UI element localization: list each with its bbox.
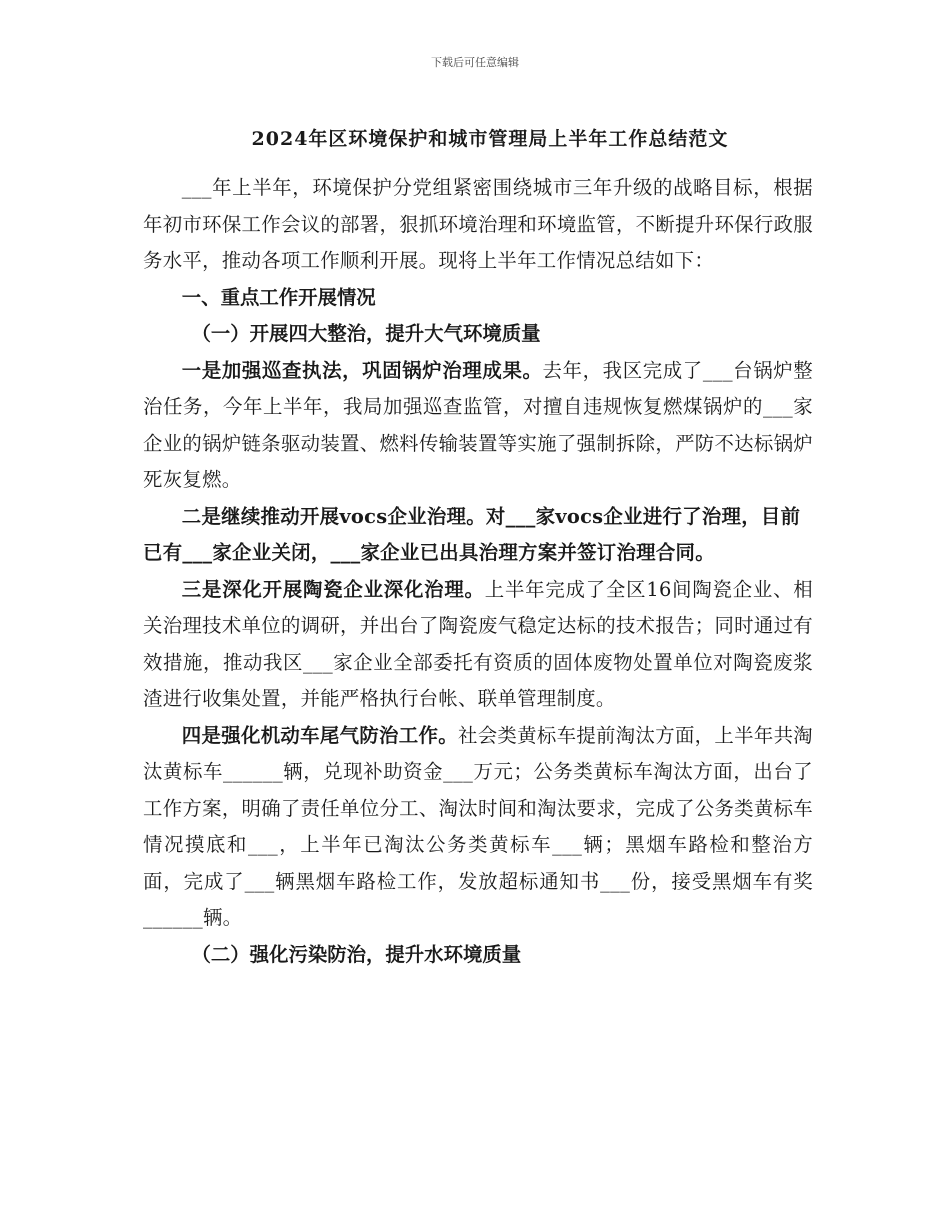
download-note: 下载后可任意编辑	[431, 56, 519, 69]
item-paragraph-1	[143, 353, 813, 499]
item-text-1: 去年，我区完成了___台锅炉整治任务，今年上半年，我局加强巡查监管，对擅自违规恢复燃煤锅炉的___家企业的锅炉链条驱动装置、燃料传输装置等实施了强制拆除，严防不达标锅炉死灰复燃。	[143, 358, 813, 491]
item-paragraph-3	[143, 572, 813, 718]
item-paragraph-2	[143, 499, 813, 572]
item-lead-3: 三是深化开展陶瓷企业深化治理。	[181, 577, 485, 601]
subsection-heading-1: （一）开展四大整治，提升大气环境质量	[191, 322, 541, 345]
item-lead-1: 一是加强巡查执法，巩固锅炉治理成果。	[181, 358, 543, 382]
item-text-4: 社会类黄标车提前淘汰方面，上半年共淘汰黄标车______辆，兑现补助资金___万元；公务类黄标车淘汰方面，出台了工作方案，明确了责任单位分工、淘汰时间和淘汰要求，完成了公务类黄标车情况摸底和___，上半年已淘汰公务类黄标车___辆；黑烟车路检和整治方面，完成了___辆黑烟车路检工作，发放超标通知书___份，接受黑烟车有奖______辆。	[143, 723, 813, 929]
item-lead-4: 四是强化机动车尾气防治工作。	[181, 723, 458, 747]
document-title: 2024年区环境保护和城市管理局上半年工作总结范文	[251, 128, 729, 150]
item-paragraph-4	[143, 718, 813, 937]
section-heading-1: 一、重点工作开展情况	[181, 285, 376, 309]
document-body	[143, 170, 813, 973]
item-text-3: 上半年完成了全区16间陶瓷企业、相关治理技术单位的调研，并出台了陶瓷废气稳定达标的技术报告；同时通过有效措施，推动我区___家企业全部委托有资质的固体废物处置单位对陶瓷废浆渣进行收集处置，并能严格执行台帐、联单管理制度。	[143, 577, 813, 710]
intro-paragraph: ___年上半年，环境保护分党组紧密围绕城市三年升级的战略目标，根据年初市环保工作会议的部署，狠抓环境治理和环境监管，不断提升环保行政服务水平，推动各项工作顺利开展。现将上半年工作情况总结如下：	[143, 176, 813, 272]
item-text-2: 二是继续推动开展vocs企业治理。对___家vocs企业进行了治理，目前已有___家企业关闭，___家企业已出具治理方案并签订治理合同。	[143, 504, 801, 564]
subsection-heading-2: （二）强化污染防治，提升水环境质量	[191, 942, 522, 966]
